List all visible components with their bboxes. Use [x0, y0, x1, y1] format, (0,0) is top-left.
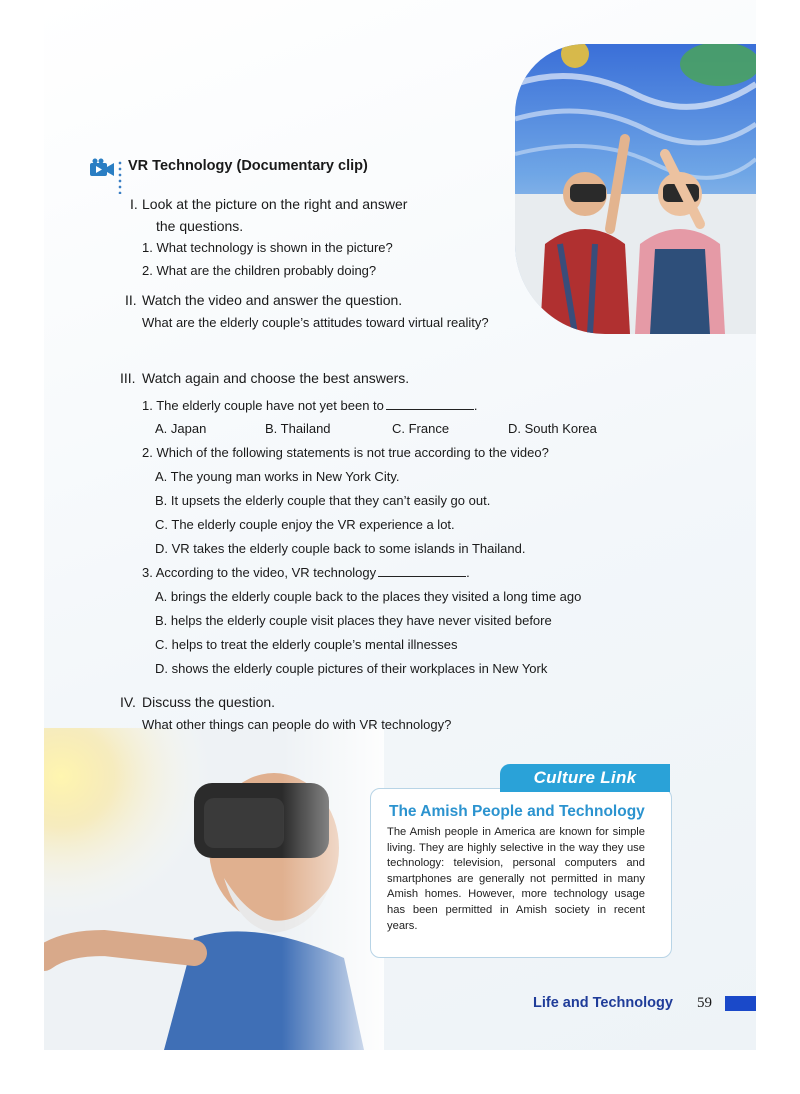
section-title: VR Technology (Documentary clip) — [128, 158, 368, 174]
q3-stem-end: . — [466, 565, 470, 580]
decorative-dots — [118, 160, 122, 194]
part2-question: What are the elderly couple’s attitudes toward virtual reality? — [142, 315, 489, 330]
q2-option-a: A. The young man works in New York City. — [155, 469, 400, 484]
unit-title: Life and Technology — [533, 995, 673, 1011]
q3-option-c: C. helps to treat the elderly couple’s mental illnesses — [155, 637, 458, 652]
answer-blank — [386, 398, 474, 410]
part1-instruction-line1: Look at the picture on the right and answer — [142, 196, 408, 212]
q3-option-b: B. helps the elderly couple visit places they have never visited before — [155, 613, 552, 628]
q3-stem-text: 3. According to the video, VR technology — [142, 565, 377, 580]
answer-blank — [378, 565, 466, 577]
children-vr-photo — [515, 44, 756, 334]
elderly-man-vr-photo — [44, 728, 384, 1050]
part3-q3-stem — [142, 565, 470, 581]
part3-instruction: Watch again and choose the best answers. — [142, 370, 410, 386]
q1-option-a: A. Japan — [155, 421, 207, 436]
part3-q1-stem — [142, 398, 478, 414]
part4-label: IV. — [120, 694, 136, 710]
part2-label: II. — [125, 292, 137, 308]
q2-option-d: D. VR takes the elderly couple back to some islands in Thailand. — [155, 541, 526, 556]
part1-instruction-line2: the questions. — [156, 218, 244, 234]
part1-question-1: 1. What technology is shown in the picture? — [142, 240, 393, 255]
part3-q2-stem: 2. Which of the following statements is not true according to the video? — [142, 445, 549, 460]
footer-color-bar — [725, 996, 756, 1011]
q1-stem-end: . — [473, 398, 478, 413]
q1-option-d: D. South Korea — [508, 421, 597, 436]
part2-instruction: Watch the video and answer the question. — [142, 292, 403, 308]
part1-question-2: 2. What are the children probably doing? — [142, 263, 377, 278]
q3-option-d: D. shows the elderly couple pictures of their workplaces in New York — [155, 661, 548, 676]
q1-stem-text: 1. The elderly couple have not yet been to — [142, 398, 384, 413]
part1-label: I. — [130, 196, 138, 212]
culture-link-body: The Amish people in America are known for simple living. They are highly selective in the way they use technology: television, personal computers and smartphones are generally not permitted in many Amish homes. However, more technology usage has been permitted in Amish society in recent years. — [387, 826, 645, 932]
video-camera-icon — [89, 158, 115, 178]
culture-link-tab: Culture Link — [500, 764, 670, 792]
q2-option-b: B. It upsets the elderly couple that they can’t easily go out. — [155, 493, 491, 508]
page-number: 59 — [697, 995, 712, 1011]
q2-option-c: C. The elderly couple enjoy the VR experience a lot. — [155, 517, 455, 532]
part3-label: III. — [120, 370, 136, 386]
part4-instruction: Discuss the question. — [142, 694, 276, 710]
q3-option-a: A. brings the elderly couple back to the places they visited a long time ago — [155, 589, 582, 604]
q1-option-c: C. France — [392, 421, 450, 436]
part4-question: What other things can people do with VR technology? — [142, 717, 452, 732]
culture-link-title: The Amish People and Technology — [389, 803, 645, 820]
q1-option-b: B. Thailand — [265, 421, 331, 436]
